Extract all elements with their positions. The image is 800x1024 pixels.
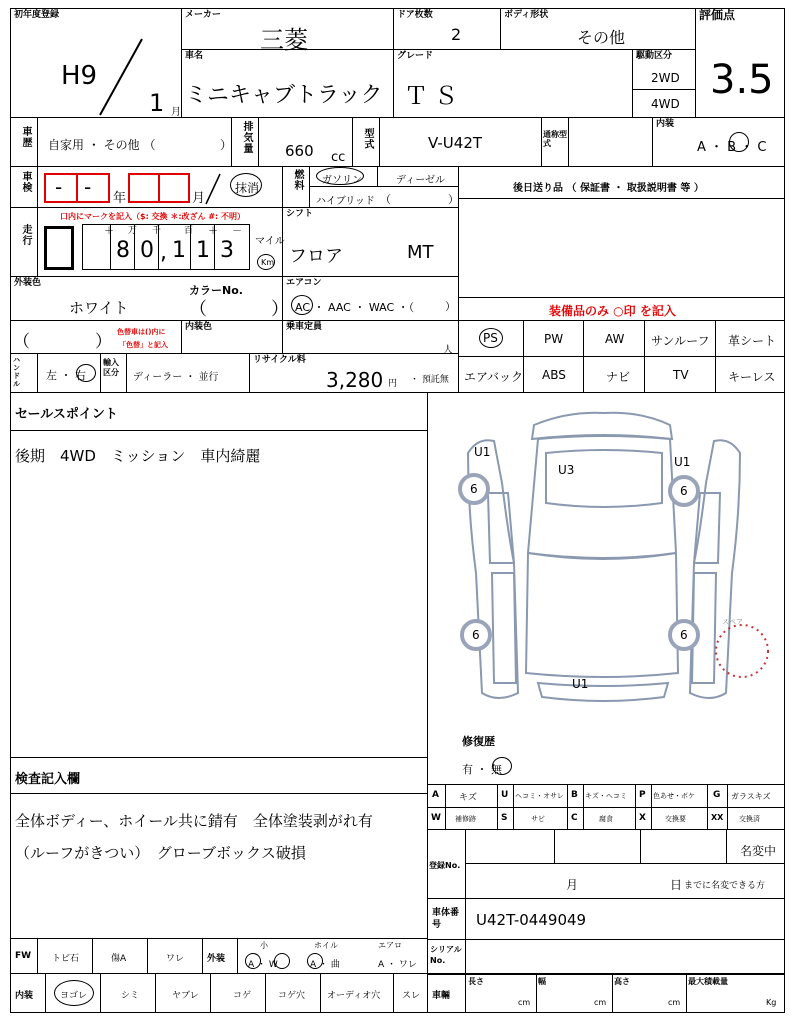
- int-audio-hole: オーディオ穴: [327, 991, 381, 1001]
- history-cell: [37, 117, 232, 167]
- first-registration-cell: [10, 8, 182, 118]
- inspection-dash-1: -: [55, 175, 63, 199]
- inspection-notes-line-1: 全体ボディー、ホイール共に錆有 全体塗装剥がれ有: [15, 812, 373, 830]
- capacity-label: 乗車定員: [286, 322, 323, 332]
- interior-color-cell: [181, 320, 283, 354]
- doors-cell: [393, 8, 501, 50]
- exterior-color-value: ホワイト: [69, 299, 129, 317]
- mileage-note: 口内にマークを記入（$: 交換 ＊:改ざん #: 不明）: [60, 212, 246, 221]
- inspection-notes-line-2: （ルーフがきつい） グローブボックス破損: [15, 844, 306, 862]
- aircon-label: エアコン: [286, 278, 322, 288]
- maker-label: メーカー: [185, 10, 221, 20]
- history-label-cell: [10, 117, 38, 167]
- exterior-color-cell: [10, 276, 289, 321]
- import-label: 輸入区分: [103, 358, 119, 377]
- equip-pw[interactable]: PW: [523, 320, 584, 357]
- ext-small-a-circle: [245, 953, 261, 969]
- shift-type: フロア: [289, 246, 343, 267]
- grade-value: ＴＳ: [404, 82, 464, 110]
- legend-code-s: S: [501, 813, 508, 823]
- model-cell: [379, 117, 542, 167]
- legend-desc-c: 腐食: [599, 815, 613, 823]
- int-burn-hole: コゲ穴: [278, 991, 306, 1001]
- ext-small-options: A ・ W: [248, 960, 278, 970]
- car-name-cell: [181, 49, 394, 118]
- equip-tv[interactable]: TV: [644, 356, 716, 393]
- first-registration-label: 初年度登録: [14, 10, 60, 20]
- spare-label: スペア: [722, 618, 743, 626]
- color-no-open: （: [189, 299, 207, 320]
- km-circle: [257, 254, 275, 270]
- equipment-title-cell: [458, 297, 785, 321]
- int-dirt: ヨゴレ: [60, 991, 88, 1001]
- ext-wheel-label: ホイル: [314, 941, 338, 950]
- grade-cell: [393, 49, 633, 118]
- fuel-hybrid: ハイブリッド: [316, 196, 375, 207]
- inspection-year-unit: 年: [113, 191, 127, 206]
- odo-digit-4: 1: [196, 238, 210, 263]
- mile-label: マイル: [255, 236, 285, 247]
- body-label: ボディ形状: [504, 10, 549, 20]
- import-label-cell: [100, 353, 127, 393]
- legend-desc-x: 交換要: [665, 815, 686, 823]
- legend-code-x: X: [639, 813, 646, 823]
- equip-ps[interactable]: PS: [458, 320, 524, 357]
- shift-label: シフト: [286, 209, 314, 219]
- height-unit: cm: [668, 998, 681, 1007]
- drive-label: 駆動区分: [636, 51, 673, 61]
- capacity-cell: [282, 320, 459, 354]
- tire-rear-right: 6: [680, 628, 688, 642]
- legend-desc-xx: 交換済: [739, 815, 760, 823]
- name-change-label: 名変中: [740, 844, 777, 858]
- equipment-grid: [458, 320, 785, 393]
- recycle-deposit: ・ 預託無: [410, 375, 449, 385]
- equip-keyless[interactable]: キーレス: [715, 356, 785, 393]
- hybrid-close: ）: [448, 193, 459, 206]
- tire-front-left: 6: [470, 482, 478, 496]
- repair-none-circle: [492, 757, 512, 775]
- legend-desc-u: ヘコミ・オサレ: [515, 792, 564, 800]
- damage-mark-u1-rear: U1: [572, 677, 589, 691]
- chassis-cell: [427, 898, 785, 940]
- legend-desc-g: ガラスキズ: [731, 792, 771, 801]
- height-label: 高さ: [614, 977, 630, 986]
- fw-crack: ワレ: [166, 954, 185, 964]
- odo-unit-1: ＋: [104, 226, 114, 237]
- interior-grade-label: 内装: [656, 119, 675, 129]
- model-value: V-U42T: [428, 134, 483, 152]
- drive-2wd: 2WD: [651, 71, 680, 85]
- odo-unit-3: 千: [152, 226, 162, 236]
- max-load-unit: Kg: [766, 998, 777, 1007]
- legend-desc-w: 補修跡: [455, 815, 476, 823]
- color-no-label: カラーNo.: [189, 284, 243, 297]
- equip-aw[interactable]: AW: [583, 320, 645, 357]
- color-change-note-2: 「色替」と記入: [119, 341, 168, 349]
- mileage-label-cell: [10, 207, 38, 277]
- int-burn: コゲ: [233, 991, 252, 1001]
- damage-mark-u1-right: U1: [674, 455, 691, 469]
- legend-code-a: A: [432, 790, 439, 800]
- handle-label-cell: [10, 353, 38, 393]
- model-label-cell: [352, 117, 380, 167]
- inspection-month-unit: 月: [192, 191, 206, 206]
- legend-desc-p: 色あせ・ボケ: [653, 792, 695, 800]
- aircon-options: AC ・ AAC ・ WAC ・（: [295, 301, 415, 314]
- mileage-mark-box: [44, 226, 74, 270]
- first-registration-month: 1: [149, 89, 165, 117]
- length-unit: cm: [518, 998, 531, 1007]
- capacity-unit: 人: [443, 345, 453, 356]
- fuel-diesel: ディーゼル: [396, 175, 445, 186]
- sales-points-cell: [10, 392, 428, 758]
- equip-sunroof[interactable]: サンルーフ: [644, 320, 716, 357]
- recycle-cell: [249, 353, 459, 393]
- legend-code-b: B: [571, 790, 578, 800]
- history-close: ）: [220, 138, 233, 152]
- hybrid-open: （: [380, 193, 391, 206]
- aircon-circle: [291, 295, 313, 315]
- chassis-label: 車体番号: [432, 908, 460, 930]
- first-registration-year: H9: [61, 61, 98, 91]
- interior-color-label: 内装色: [185, 322, 213, 332]
- legend-code-xx: XX: [711, 813, 724, 822]
- legend-desc-s: サビ: [531, 815, 545, 823]
- ext-wheel-a-circle: [307, 953, 323, 969]
- shift-cell: [282, 207, 459, 277]
- odo-digit-2: 0: [140, 238, 154, 263]
- recycle-yen: 円: [388, 379, 398, 389]
- recycle-label: リサイクル料: [253, 355, 306, 365]
- maker-value: 三菱: [260, 26, 308, 54]
- fuel-label-cell: [282, 166, 310, 208]
- color-no-close: ）: [271, 299, 289, 320]
- km-label: Km: [261, 258, 275, 267]
- cc-unit: cc: [331, 150, 346, 165]
- equipment-title: 装備品のみ ○印 を記入: [549, 304, 676, 318]
- inspection-label-cell: [10, 166, 38, 208]
- legend-code-p: P: [639, 790, 646, 800]
- legend-desc-a: キズ: [459, 793, 477, 803]
- fuel-gasoline: ガソリン: [322, 175, 362, 186]
- odo-digit-1: 8: [116, 238, 130, 263]
- score-cell: [695, 8, 785, 118]
- handle-label: ハンドル: [13, 356, 20, 388]
- aircon-close: ）: [445, 300, 456, 313]
- accessories-label: 後日送り品 （ 保証書 ・ 取扱説明書 等 ）: [513, 183, 704, 194]
- color-change-open: （: [13, 332, 30, 352]
- dimensions-cell: [427, 973, 785, 1013]
- fuel-cell: [309, 166, 459, 208]
- interior-grade-options: A ・ B ・ C: [697, 140, 767, 155]
- doors-value: 2: [451, 25, 462, 44]
- registration-cell: [427, 829, 785, 899]
- equip-abs[interactable]: ABS: [523, 356, 584, 393]
- fw-chip: トビ石: [52, 954, 80, 964]
- color-change-note-1: 色替車は()内に: [117, 328, 166, 336]
- inspection-notes-label: 検査記入欄: [15, 772, 81, 787]
- int-wear: スレ: [402, 991, 421, 1001]
- odo-digit-5: 3: [220, 238, 234, 263]
- doors-label: ドア枚数: [397, 10, 433, 20]
- import-options: ディーラー ・ 並行: [133, 372, 219, 383]
- odo-unit-2: 万: [128, 226, 138, 236]
- no-inspection-circle: [230, 173, 262, 197]
- handle-right-circle: [76, 364, 96, 382]
- serial-cell: [427, 939, 785, 975]
- fuel-label: 燃料: [292, 169, 303, 191]
- no-inspection-text: 抹消: [235, 181, 260, 195]
- odo-comma-1: ,: [160, 240, 167, 265]
- drive-cell: [632, 49, 696, 118]
- reg-month-unit: 月: [566, 878, 579, 892]
- equip-airbag[interactable]: エアバック: [458, 356, 524, 393]
- ext-wheel-options: A ・ 曲: [310, 960, 340, 970]
- displacement-label-cell: [231, 117, 259, 167]
- max-load-label: 最大積載量: [688, 977, 728, 986]
- width-label: 幅: [538, 977, 546, 986]
- car-name-label: 車名: [185, 51, 204, 61]
- fw-label: FW: [15, 951, 32, 961]
- color-change-cell: [10, 320, 182, 354]
- import-cell: [126, 353, 250, 393]
- ext-aero-label: エアロ: [378, 941, 402, 950]
- inspection-notes-cell: [10, 757, 428, 939]
- model-label: 型式: [362, 128, 373, 150]
- interior-grade-cell: [652, 117, 785, 167]
- interior-grade-circle: [729, 132, 749, 152]
- damage-mark-u3-roof: U3: [558, 463, 575, 477]
- equip-leather[interactable]: 革シート: [715, 320, 785, 357]
- dimensions-label: 車輛: [432, 991, 451, 1001]
- tire-front-right: 6: [680, 484, 688, 498]
- accessories-cell: [458, 166, 785, 298]
- inspection-cell: [37, 166, 283, 208]
- color-change-close: ）: [95, 332, 112, 352]
- ext-aero-options: A ・ ワレ: [378, 960, 417, 970]
- damage-mark-u1-left: U1: [474, 445, 491, 459]
- mileage-cell: [37, 207, 283, 277]
- odo-unit-6: －: [232, 226, 242, 237]
- chassis-number: U42T-0449049: [476, 911, 587, 929]
- repair-history-options: 有 ・ 無: [462, 763, 502, 776]
- int-tear: ヤブレ: [172, 991, 199, 1001]
- inspection-label: 車検: [20, 171, 31, 193]
- grade-label: グレード: [397, 51, 434, 61]
- int-label: 内装: [15, 991, 34, 1001]
- history-text: 自家用 ・ その他 （: [48, 138, 156, 152]
- displacement-label: 排気量: [241, 121, 252, 154]
- ext-small-label: 小: [260, 941, 268, 950]
- sales-points-label: セールスポイント: [15, 407, 118, 422]
- int-dirt-circle: [54, 980, 94, 1006]
- reg-no-label: 登録No.: [429, 861, 461, 870]
- legend-desc-b: キズ・ヘコミ: [585, 792, 627, 800]
- interior-row: [10, 973, 428, 1013]
- score-label: 評価点: [699, 8, 736, 22]
- car-name-value: ミニキャブトラック: [185, 83, 383, 108]
- serial-label: シリアルNo.: [430, 945, 462, 965]
- odo-unit-4: 百: [184, 226, 194, 236]
- legend-code-u: U: [501, 790, 509, 800]
- body-cell: [500, 8, 696, 50]
- repair-history-label: 修復歴: [462, 735, 495, 748]
- ps-circle: [479, 328, 503, 348]
- odo-digit-3: 1: [172, 238, 186, 263]
- vehicle-diagram-cell: [427, 392, 785, 785]
- displacement-cell: [258, 117, 353, 167]
- aircon-cell: [282, 276, 459, 321]
- gasoline-circle: [316, 167, 364, 185]
- history-label: 車歴: [20, 126, 31, 148]
- handle-cell: [37, 353, 101, 393]
- legend-code-w: W: [431, 813, 441, 823]
- common-model-cell: [568, 117, 653, 167]
- score-value: 3.5: [710, 57, 774, 103]
- fw-row: [10, 938, 428, 974]
- handle-options: 左 ・ 右: [46, 369, 86, 382]
- fw-scratch: 傷A: [111, 954, 127, 964]
- legend-code-c: C: [571, 813, 578, 823]
- drive-4wd: 4WD: [651, 97, 680, 111]
- slash-divider: [96, 35, 146, 119]
- exterior-color-label: 外装色: [14, 278, 42, 288]
- common-model-label-cell: [541, 117, 569, 167]
- damage-legend: [427, 784, 785, 830]
- width-unit: cm: [594, 998, 607, 1007]
- int-stain: シミ: [121, 991, 140, 1001]
- ext-label: 外装: [207, 954, 226, 964]
- inspection-dash-2: -: [84, 175, 92, 199]
- displacement-value: 660: [285, 142, 314, 160]
- equip-navi[interactable]: ナビ: [583, 356, 645, 393]
- mileage-label: 走行: [20, 224, 31, 246]
- odo-unit-5: ＋: [208, 226, 218, 237]
- reg-deadline-note: までに名変できる方: [684, 881, 766, 891]
- legend-code-g: G: [713, 790, 721, 800]
- slash-divider-2: [202, 171, 224, 207]
- body-value: その他: [577, 28, 626, 47]
- tire-rear-left: 6: [472, 628, 480, 642]
- shift-transmission: MT: [407, 242, 434, 263]
- sales-points-text: 後期 4WD ミッション 車内綺麗: [15, 447, 261, 465]
- reg-day-unit: 日: [670, 878, 683, 892]
- ext-small-w-circle: [274, 953, 290, 969]
- recycle-amount: 3,280: [326, 368, 384, 392]
- length-label: 長さ: [468, 977, 484, 986]
- month-unit: 月: [171, 107, 181, 118]
- common-model-label: 通称型式: [543, 130, 567, 148]
- maker-cell: [181, 8, 394, 54]
